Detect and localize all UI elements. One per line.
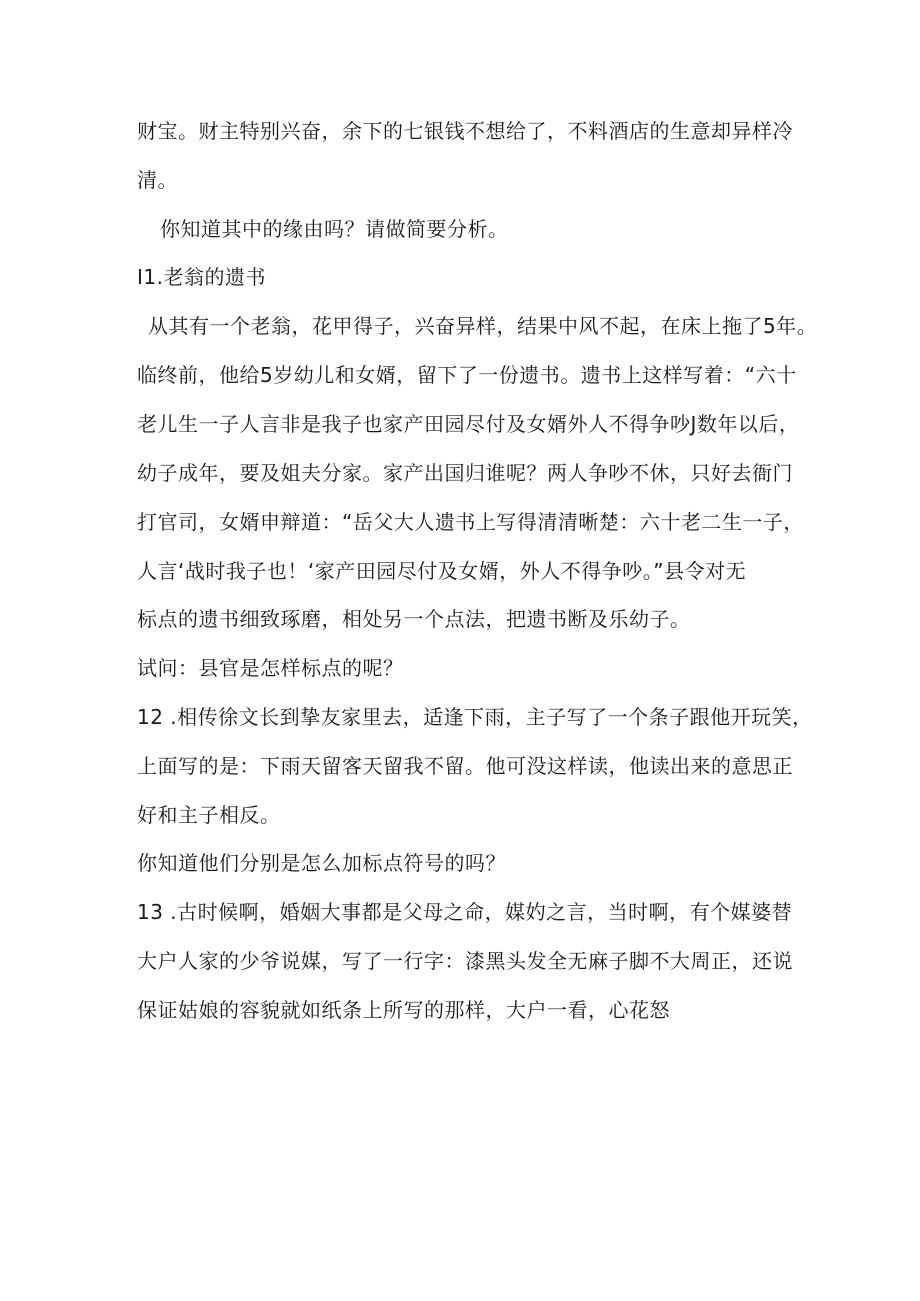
question-line: 你知道其中的缘由吗？请做简要分析。 [160, 217, 509, 241]
question-line: 试问：县官是怎样标点的呢？ [137, 656, 404, 680]
section-heading: 12 .相传徐文长到挚友家里去，适逢下雨，主子写了一个条子跟他开玩笑， [137, 705, 813, 729]
text-line: 清。 [137, 168, 178, 192]
text-line: 从其有一个老翁，花甲得子，兴奋异样，结果中风不起，在床上拖了5年。 [148, 314, 818, 338]
question-line: 你知道他们分别是怎么加标点符号的吗？ [137, 851, 506, 875]
text-line: 幼子成年，要及姐夫分家。家产出国归谁呢？两人争吵不休，只好去衙门 [137, 461, 793, 485]
text-line: 上面写的是：下雨天留客天留我不留。他可没这样读，他读出来的意思正 [137, 754, 793, 778]
text-line: 保证姑娘的容貌就如纸条上所写的那样，大户一看，心花怒 [137, 998, 670, 1022]
text-line: 人言‘战时我子也！‘家产田园尽付及女婿，外人不得争吵。”县令对无 [137, 559, 747, 583]
text-line: 财宝。财主特别兴奋，余下的七银钱不想给了，不料酒店的生意却异样冷 [137, 119, 793, 143]
text-line: 临终前，他给5岁幼儿和女婿，留下了一份遗书。遗书上这样写着：“六十 [137, 363, 797, 387]
text-line: 打官司，女婿申辩道：“岳父大人遗书上写得清清晰楚：六十老二生一子， [137, 510, 804, 534]
text-line: 标点的遗书细致琢磨，相处另一个点法，把遗书断及乐幼子。 [137, 607, 691, 631]
section-heading: I1.老翁的遗书 [137, 265, 266, 289]
text-line: 大户人家的少爷说媒，写了一行字：漆黑头发全无麻子脚不大周正，还说 [137, 949, 793, 973]
text-line: 好和主子相反。 [137, 803, 281, 827]
text-line: 老儿生一子人言非是我子也家产田园尽付及女婿外人不得争吵J数年以后， [137, 412, 800, 436]
section-heading: 13 .古时候啊，婚姻大事都是父母之命，媒妁之言，当时啊，有个媒婆替 [137, 900, 793, 924]
